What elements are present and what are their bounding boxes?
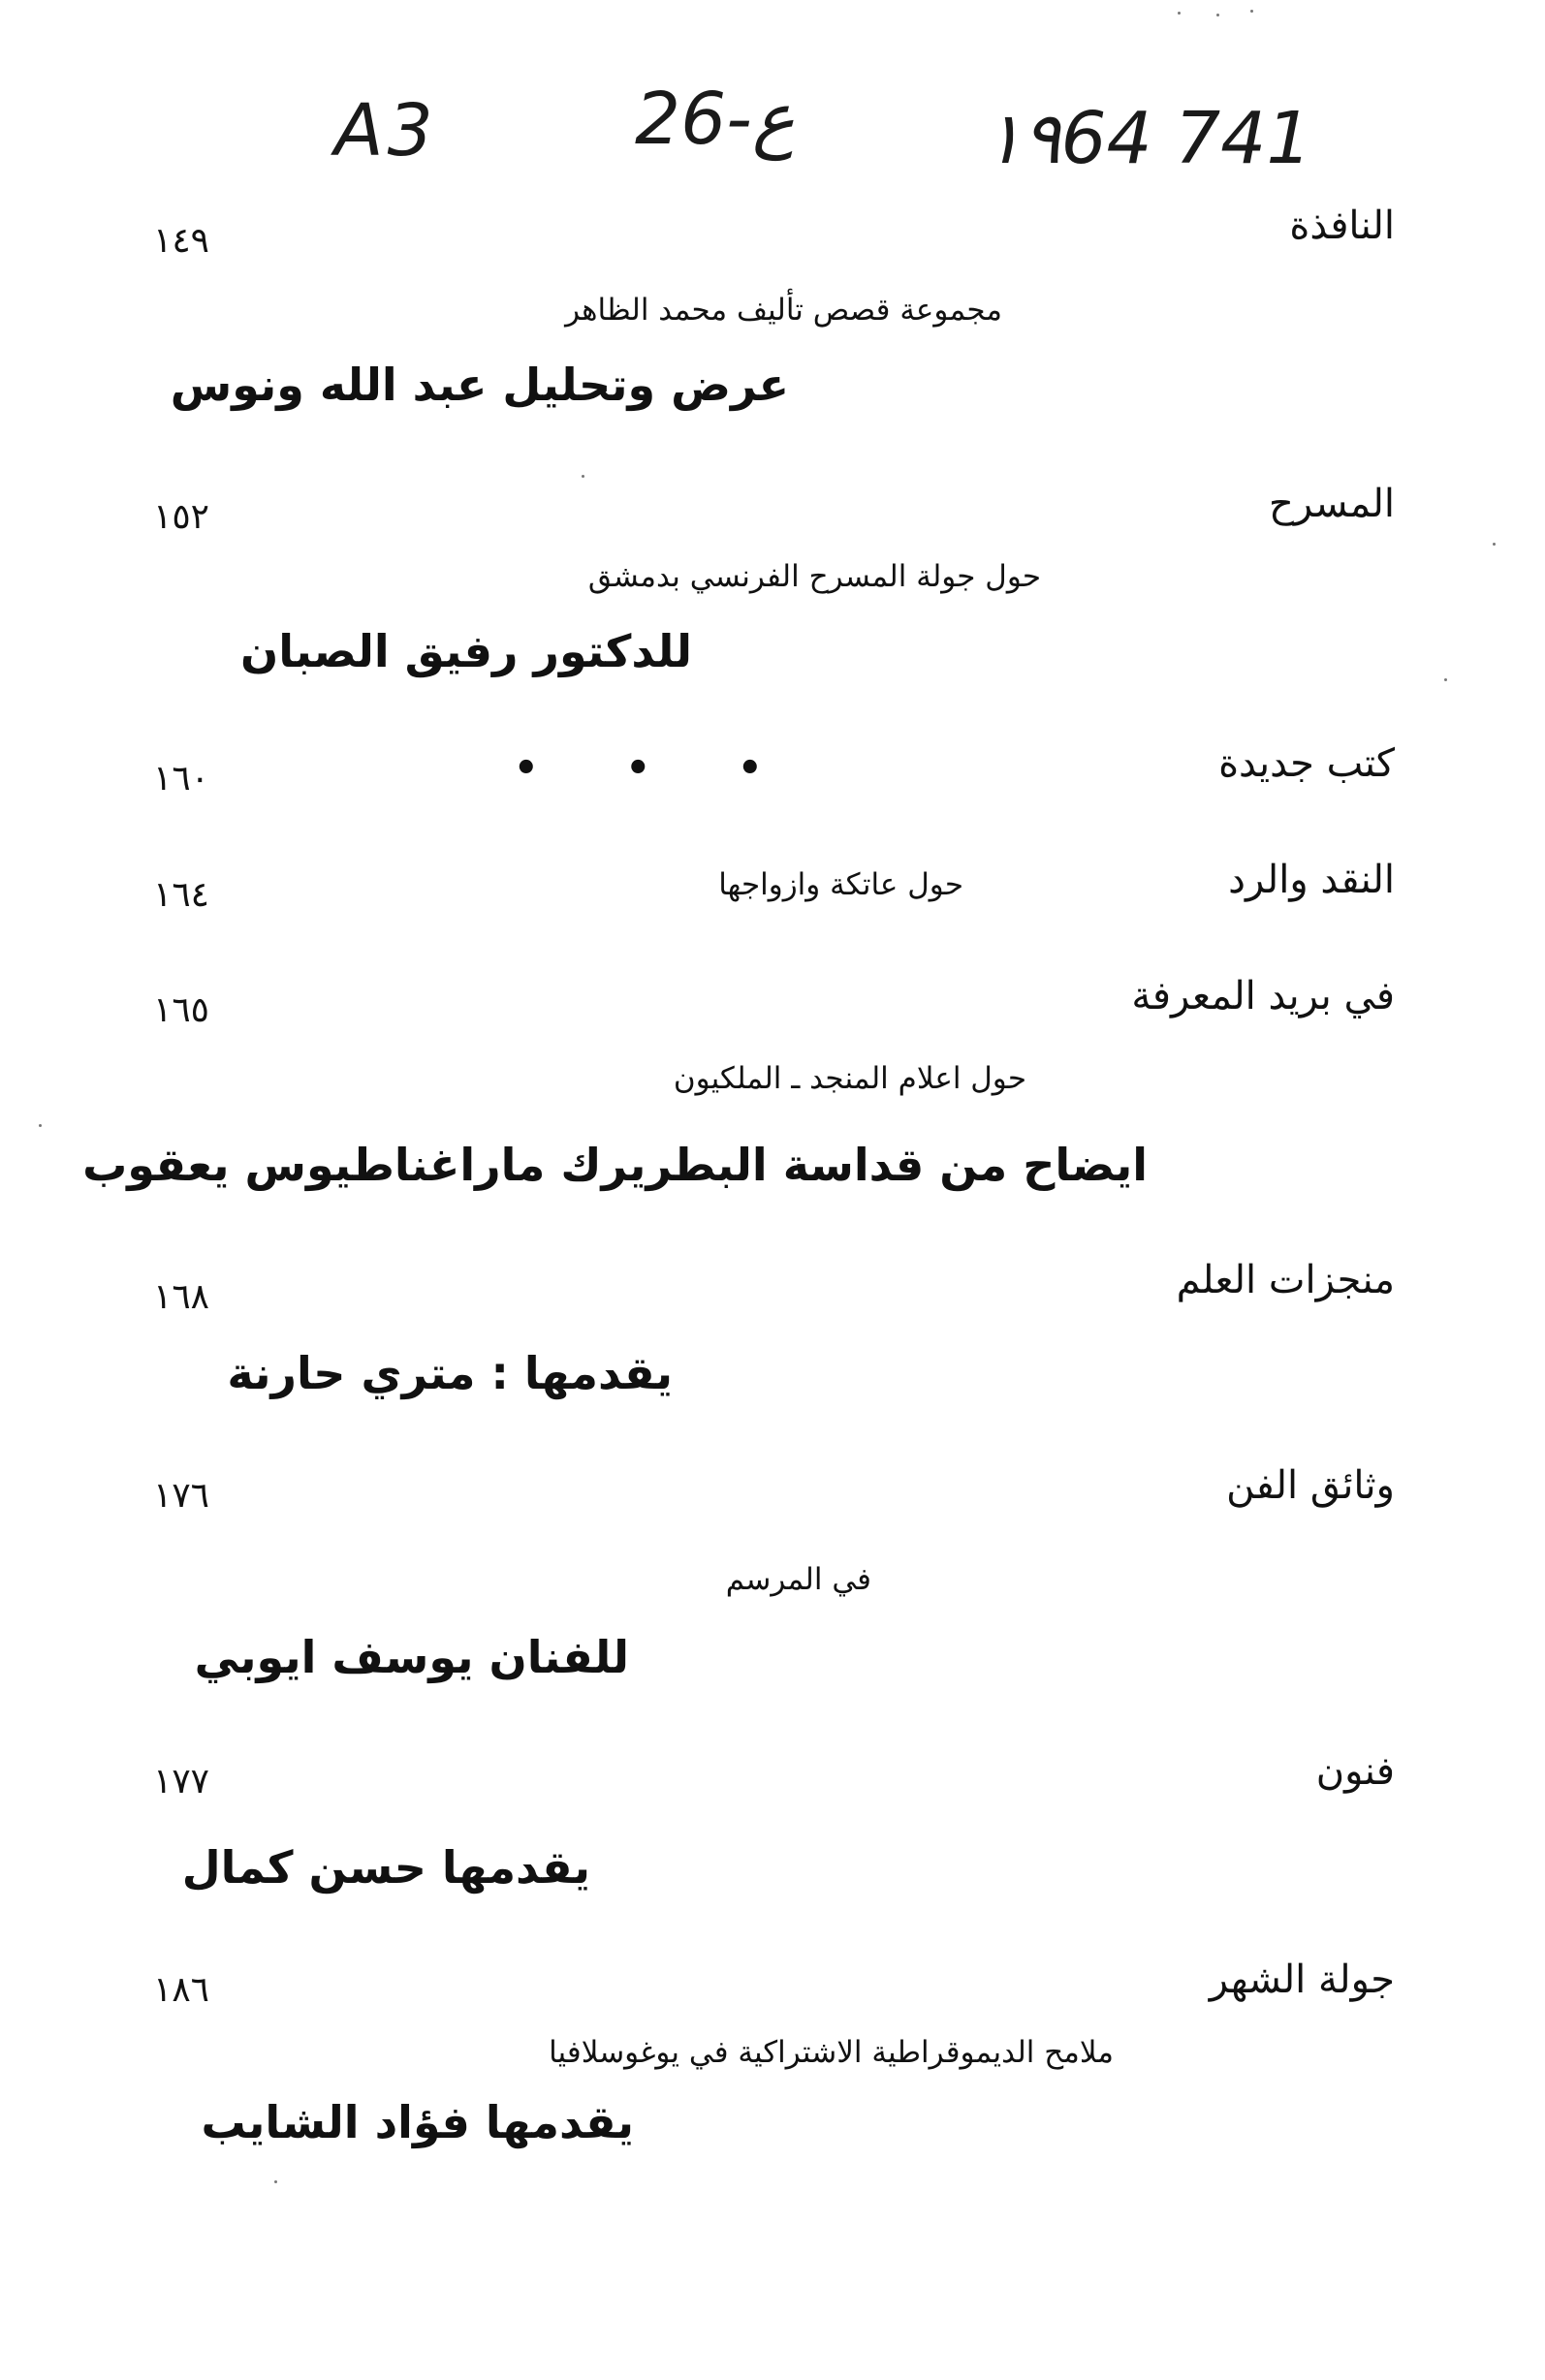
scan-speck	[1178, 12, 1181, 15]
page-number: ١٧٧	[153, 1762, 210, 1801]
scan-speck	[1250, 10, 1253, 13]
section-author: يقدمها : متري حارنة	[227, 1347, 673, 1399]
section-title: في بريد المعرفة	[1131, 974, 1395, 1018]
scan-speck	[1444, 678, 1447, 681]
page-number: ١٦٥	[153, 990, 210, 1030]
section-subtitle: في المرسم	[725, 1562, 871, 1597]
section-subtitle: حول عاتكة وازواجها	[718, 867, 963, 902]
placeholder-dots: • • •	[514, 746, 800, 791]
page-number: ١٦٤	[153, 875, 210, 915]
scan-speck	[582, 475, 584, 478]
handwritten-code-a: A3	[334, 89, 437, 172]
section-author: عرض وتحليل عبد الله ونوس	[170, 359, 789, 411]
page-number: ١٨٦	[153, 1970, 210, 2010]
section-subtitle: ملامح الديموقراطية الاشتراكية في يوغوسلافيا	[549, 2035, 1114, 2070]
section-title: النقد والرد	[1228, 858, 1395, 902]
handwritten-code-c: ١٩64 741	[984, 97, 1312, 180]
section-title: جولة الشهر	[1209, 1957, 1395, 2002]
page-number: ١٤٩	[153, 221, 210, 261]
section-author: ايضاح من قداسة البطريرك ماراغناطيوس يعقوب	[82, 1139, 1148, 1191]
section-author: للفنان يوسف ايوبي	[194, 1631, 629, 1683]
scan-speck	[39, 1124, 42, 1127]
section-author: يقدمها فؤاد الشايب	[201, 2096, 634, 2148]
section-title: كتب جديدة	[1218, 741, 1395, 786]
page-number: ١٧٦	[153, 1476, 210, 1516]
handwritten-code-b: 26-ع	[635, 78, 796, 161]
scan-speck	[1216, 14, 1219, 16]
section-title: وثائق الفن	[1226, 1463, 1395, 1508]
scan-speck	[274, 2180, 277, 2183]
scan-speck	[1493, 543, 1496, 546]
section-title: منجزات العلم	[1176, 1258, 1395, 1302]
section-title: المسرح	[1269, 482, 1395, 526]
page-number: ١٦٠	[153, 759, 210, 799]
section-author: للدكتور رفيق الصبان	[239, 625, 692, 677]
section-subtitle: حول جولة المسرح الفرنسي بدمشق	[587, 559, 1041, 594]
section-title: النافذة	[1289, 204, 1395, 248]
section-author: يقدمها حسن كمال	[181, 1841, 590, 1894]
page-number: ١٥٢	[153, 497, 210, 537]
section-subtitle: مجموعة قصص تأليف محمد الظاهر	[565, 293, 1002, 328]
section-subtitle: حول اعلام المنجد ـ الملكيون	[673, 1061, 1026, 1096]
page-number: ١٦٨	[153, 1277, 210, 1317]
section-title: فنون	[1315, 1749, 1395, 1794]
